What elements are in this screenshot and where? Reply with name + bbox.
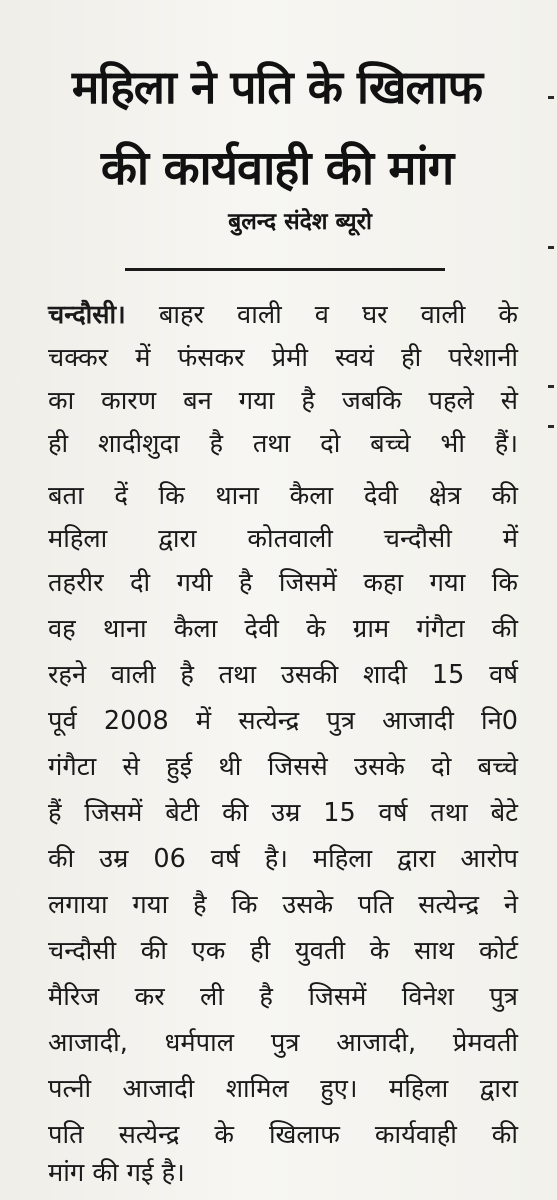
article-line-12: हैं जिसमें बेटी की उम्र 15 वर्ष तथा बेटे [48,798,518,828]
article-line-2: चक्कर में फंसकर प्रेमी स्वयं ही परेशानी [48,343,518,373]
adjacent-column-edge-mark [548,425,554,428]
article-line-8: वह थाना कैला देवी के ग्राम गंगैटा की [48,614,518,644]
article-line-1-text: बाहर वाली व घर वाली के [125,300,518,330]
article-line-13: की उम्र 06 वर्ष है। महिला द्वारा आरोप [48,844,518,874]
article-line-6: महिला द्वारा कोतवाली चन्दौसी में [48,524,518,554]
article-line-5: बता दें कि थाना कैला देवी क्षेत्र की [48,481,518,511]
article-line-15: चन्दौसी की एक ही युवती के साथ कोर्ट [48,936,518,966]
article-line-16: मैरिज कर ली है जिसमें विनेश पुत्र [48,982,518,1012]
headline-line-1: महिला ने पति के खिलाफ [71,60,483,114]
article-line-11: गंगैटा से हुई थी जिससे उसके दो बच्चे [48,752,518,782]
article-line-9: रहने वाली है तथा उसकी शादी 15 वर्ष [48,660,518,690]
dateline: चन्दौसी। [48,300,126,330]
article-line-7: तहरीर दी गयी है जिसमें कहा गया कि [48,568,518,598]
article-line-1 [48,298,518,332]
headline-divider [125,268,445,271]
article-line-4: ही शादीशुदा है तथा दो बच्चे भी हैं। [48,429,518,459]
article-line-19: पति सत्येन्द्र के खिलाफ कार्यवाही की [48,1120,518,1150]
adjacent-column-edge-mark [548,96,554,99]
article-line-14: लगाया गया है कि उसके पति सत्येन्द्र ने [48,890,518,920]
article-line-3: का कारण बन गया है जबकि पहले से [48,386,518,416]
byline: बुलन्द संदेश ब्यूरो [228,209,372,235]
adjacent-column-edge-mark [548,246,554,249]
article-line-10: पूर्व 2008 में सत्येन्द्र पुत्र आजादी नि0 [48,706,518,736]
article-line-17: आजादी, धर्मपाल पुत्र आजादी, प्रेमवती [48,1028,518,1058]
adjacent-column-edge-mark [548,385,554,388]
article-line-18: पत्नी आजादी शामिल हुए। महिला द्वारा [48,1074,518,1104]
headline-line-2: की कार्यवाही की मांग [100,141,454,196]
article-line-20: मांग की गई है। [48,1158,185,1188]
